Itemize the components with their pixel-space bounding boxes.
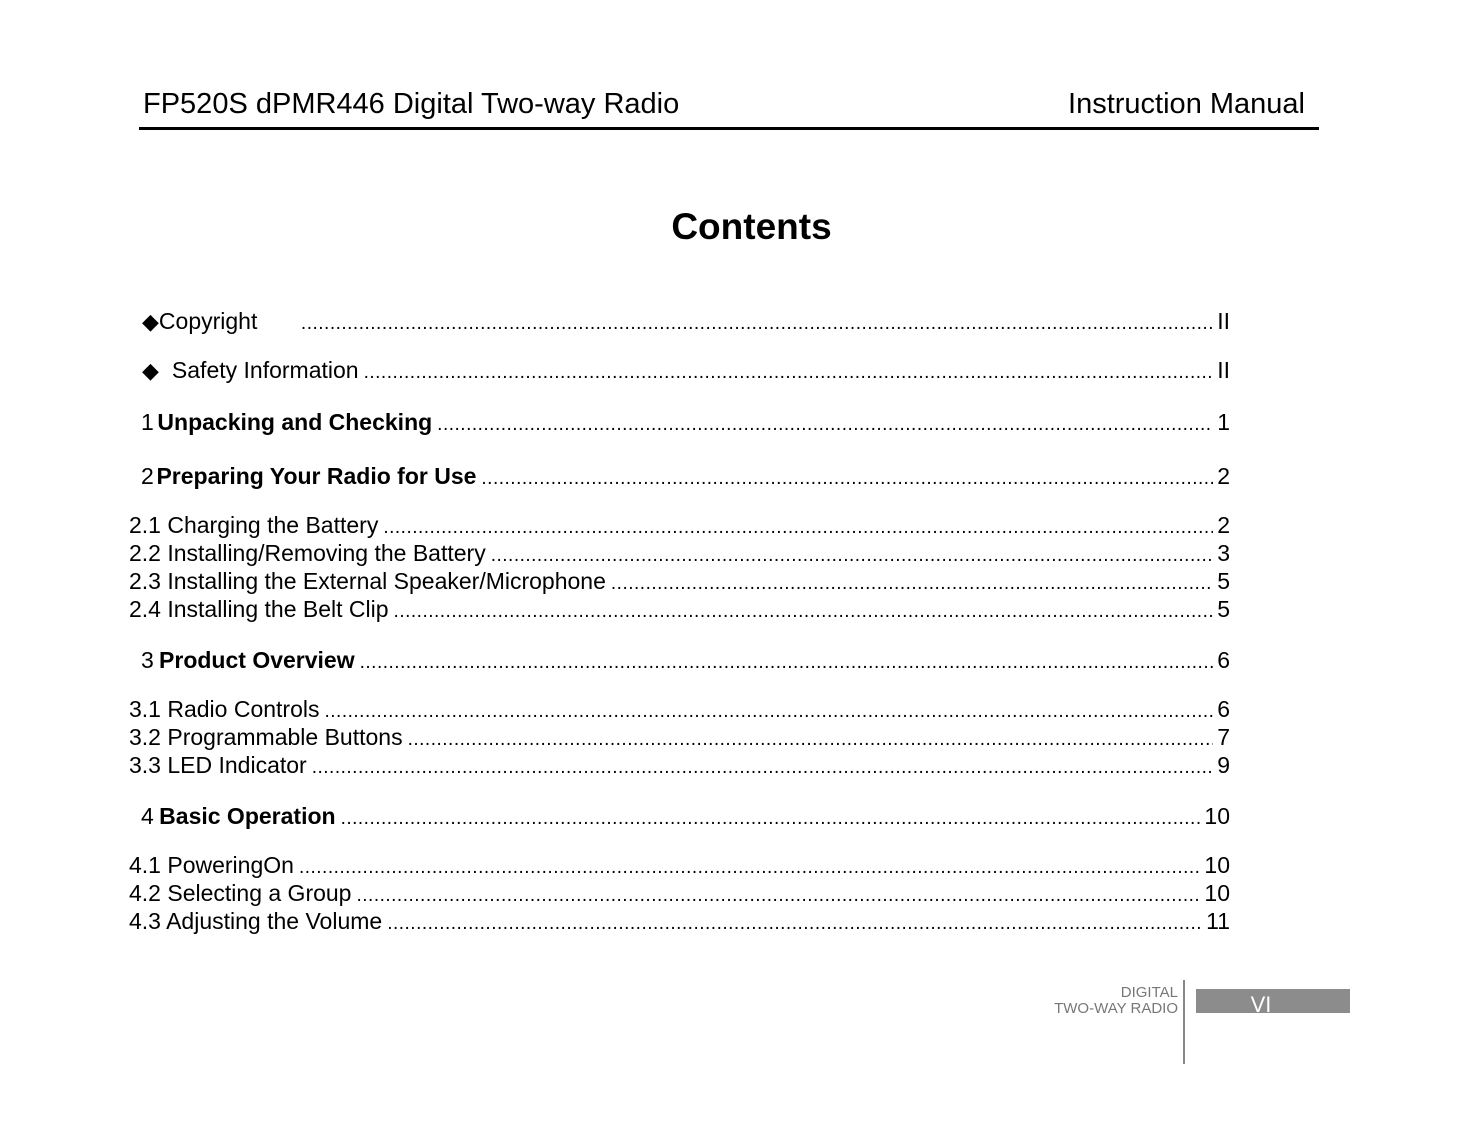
toc-entry-label: 4.2 Selecting a Group bbox=[129, 880, 352, 906]
contents-title: Contents bbox=[671, 206, 832, 247]
toc-chapter-4[interactable] bbox=[141, 802, 1230, 833]
toc-entry-label: 4.1 PoweringOn bbox=[129, 852, 294, 878]
toc-entry-label: 4.3 Adjusting the Volume bbox=[129, 908, 383, 934]
toc-entry-label: Preparing Your Radio for Use bbox=[156, 463, 477, 489]
dot-leader bbox=[383, 514, 1213, 542]
toc-entry-page: 3 bbox=[1217, 540, 1230, 566]
header-doc-type: Instruction Manual bbox=[1068, 88, 1305, 120]
toc-entry-page: 7 bbox=[1217, 724, 1230, 750]
diamond-bullet-icon: ◆ bbox=[142, 358, 159, 383]
dot-leader bbox=[325, 698, 1214, 726]
header-title: FP520S dPMR446 Digital Two-way Radio bbox=[143, 88, 680, 120]
footer-line-1: DIGITAL bbox=[1120, 984, 1178, 1001]
toc-entry-page: 11 bbox=[1206, 908, 1230, 934]
toc-chapter-2[interactable] bbox=[141, 462, 1230, 493]
chapter-number: 4 bbox=[141, 803, 154, 829]
chapter-number: 3 bbox=[141, 647, 154, 673]
dot-leader bbox=[611, 570, 1213, 598]
toc-section-4-2[interactable] bbox=[129, 879, 1230, 910]
chapter-number: 2 bbox=[141, 463, 154, 489]
toc-entry-page: 6 bbox=[1217, 696, 1230, 722]
dot-leader bbox=[437, 411, 1213, 439]
footer-brand-text bbox=[1054, 985, 1178, 1017]
toc-entry-page: 10 bbox=[1204, 803, 1230, 829]
toc-entry-label: 3.1 Radio Controls bbox=[129, 696, 320, 722]
toc-entry-label: 3.3 LED Indicator bbox=[129, 752, 307, 778]
toc-section-3-3[interactable] bbox=[129, 751, 1230, 782]
dot-leader bbox=[364, 359, 1214, 387]
page-number: VI bbox=[1250, 992, 1272, 1017]
dot-leader bbox=[301, 310, 1213, 338]
toc-entry-label: 3.2 Programmable Buttons bbox=[129, 724, 403, 750]
toc-section-2-2[interactable] bbox=[129, 539, 1230, 570]
toc-entry-page: 6 bbox=[1217, 647, 1230, 673]
toc-entry-page: 2 bbox=[1217, 463, 1230, 489]
chapter-number: 1 bbox=[141, 409, 154, 435]
dot-leader bbox=[408, 726, 1214, 754]
toc-entry-page: 2 bbox=[1217, 512, 1230, 538]
toc-entry-label: Unpacking and Checking bbox=[157, 409, 433, 435]
toc-entry-label: Safety Information bbox=[171, 357, 359, 383]
toc-section-2-3[interactable] bbox=[129, 567, 1230, 598]
toc-entry-label: 2.2 Installing/Removing the Battery bbox=[129, 540, 486, 566]
toc-entry-page: 10 bbox=[1204, 852, 1230, 878]
dot-leader bbox=[360, 649, 1214, 677]
dot-leader bbox=[356, 882, 1200, 910]
toc-entry-page: II bbox=[1217, 357, 1230, 383]
toc-entry-page: 10 bbox=[1204, 880, 1230, 906]
toc-chapter-3[interactable] bbox=[141, 646, 1230, 677]
toc-entry-label: 2.1 Charging the Battery bbox=[129, 512, 379, 538]
toc-entry-label: 2.4 Installing the Belt Clip bbox=[129, 596, 389, 622]
footer-divider bbox=[1183, 980, 1185, 1064]
toc-entry-label: Copyright bbox=[158, 308, 258, 334]
dot-leader bbox=[491, 542, 1214, 570]
toc-entry-safety-information[interactable] bbox=[142, 356, 1230, 387]
toc-section-4-1[interactable] bbox=[129, 851, 1230, 882]
toc-entry-page: 9 bbox=[1217, 752, 1230, 778]
dot-leader bbox=[312, 754, 1213, 782]
toc-entry-label: Product Overview bbox=[159, 647, 355, 673]
toc-section-4-3[interactable] bbox=[129, 907, 1230, 938]
dot-leader bbox=[387, 910, 1202, 938]
toc-section-3-2[interactable] bbox=[129, 723, 1230, 754]
dot-leader bbox=[299, 854, 1200, 882]
toc-section-3-1[interactable] bbox=[129, 695, 1230, 726]
diamond-bullet-icon: ◆ bbox=[142, 309, 159, 334]
toc-entry-copyright[interactable] bbox=[142, 307, 1230, 338]
toc-section-2-1[interactable] bbox=[129, 511, 1230, 542]
toc-entry-page: II bbox=[1217, 308, 1230, 334]
dot-leader bbox=[394, 598, 1214, 626]
dot-leader bbox=[341, 805, 1201, 833]
toc-section-2-4[interactable] bbox=[129, 595, 1230, 626]
toc-entry-label: Basic Operation bbox=[159, 803, 336, 829]
footer-line-2: TWO-WAY RADIO bbox=[1054, 1000, 1178, 1017]
toc-entry-page: 1 bbox=[1217, 409, 1230, 435]
toc-entry-label: 2.3 Installing the External Speaker/Microphone bbox=[129, 568, 606, 594]
toc-chapter-1[interactable] bbox=[141, 408, 1230, 439]
toc-entry-page: 5 bbox=[1217, 596, 1230, 622]
toc-entry-page: 5 bbox=[1217, 568, 1230, 594]
dot-leader bbox=[481, 465, 1213, 493]
